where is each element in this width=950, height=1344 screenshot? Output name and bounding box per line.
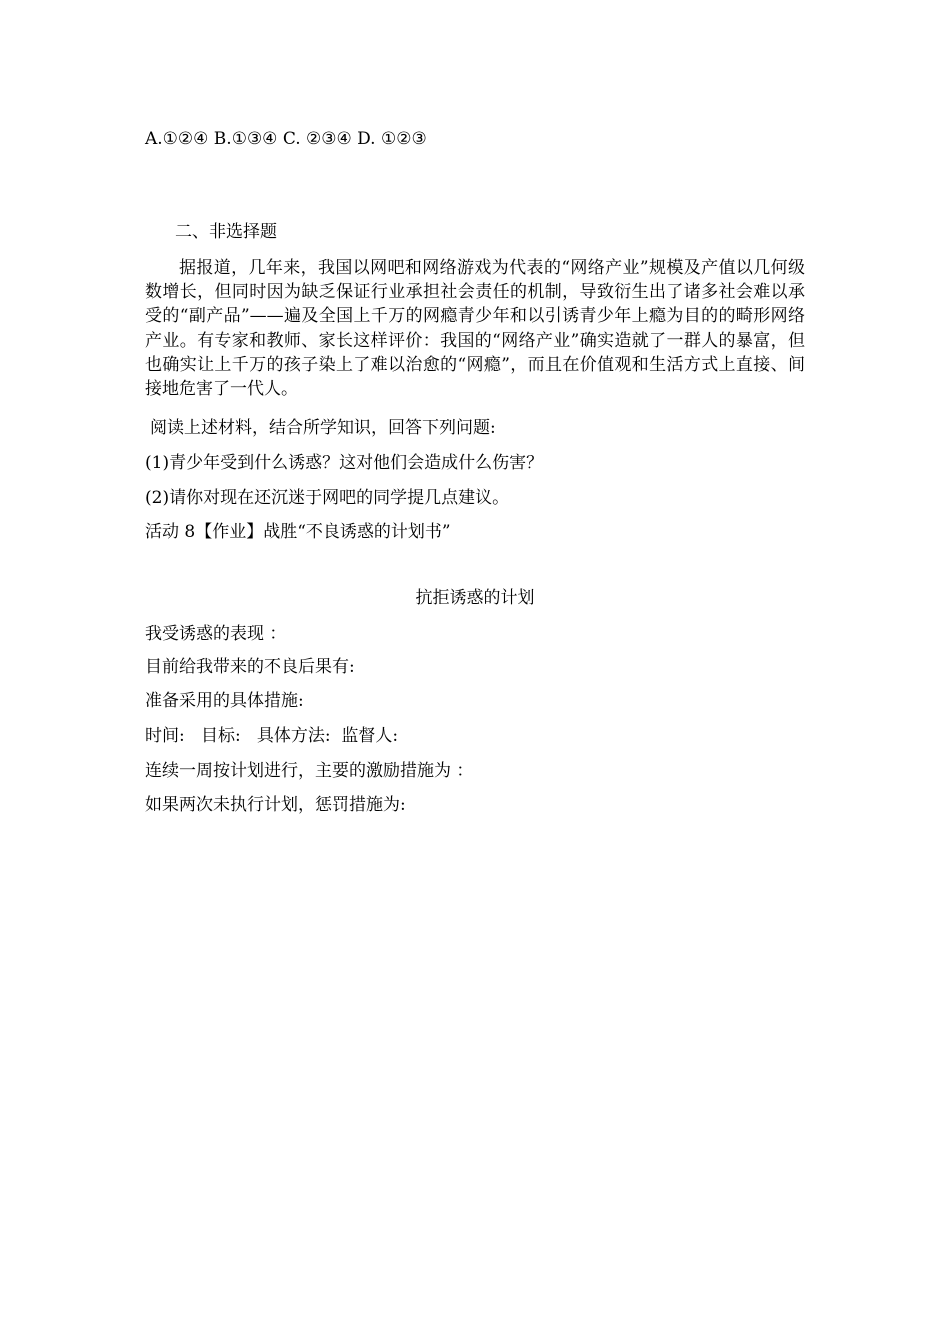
plan-item-incentives: 连续一周按计划进行，主要的激励措施为 ：: [145, 761, 474, 781]
plan-title: 抗拒诱惑的计划: [415, 588, 535, 608]
plan-item-consequences: 目前给我带来的不良后果有:: [145, 657, 355, 677]
answer-options: A.①②④ B.①③④ C. ②③④ D. ①②③: [145, 129, 427, 149]
plan-item-schedule: 时间: 目标: 具体方法: 监督人:: [145, 726, 399, 746]
plan-item-temptation: 我受诱惑的表现 ：: [145, 624, 287, 644]
plan-item-measures: 准备采用的具体措施:: [145, 691, 304, 711]
material-paragraph: 据报道，几年来，我国以网吧和网络游戏为代表的“网络产业”规模及产值以几何级数增长，但同时因为缺乏保证行业承担社会责任的机制，导致衍生出了诸多社会难以承受的“副产品”——遍及全国上千万的网瘾青少年和以引诱青少年上瘾为目的的畸形网络产业。有专家和教师、家长这样评价：我国的“网络产业”确实造就了一群人的暴富，但也确实让上千万的孩子染上了难以治愈的“网瘾”，而且在价值观和生活方式上直接、间接地危害了一代人。: [145, 258, 805, 400]
plan-item-penalties: 如果两次未执行计划，惩罚措施为:: [145, 795, 406, 815]
activity-title: 活动 8【作业】战胜“不良诱惑的计划书”: [145, 522, 451, 542]
instruction-text: 阅读上述材料，结合所学知识，回答下列问题:: [150, 418, 496, 438]
question-2: (2)请你对现在还沉迷于网吧的同学提几点建议。: [145, 488, 510, 508]
question-1: (1)青少年受到什么诱惑？这对他们会造成什么伤害？: [145, 453, 544, 473]
section-title: 二、非选择题: [175, 222, 277, 242]
